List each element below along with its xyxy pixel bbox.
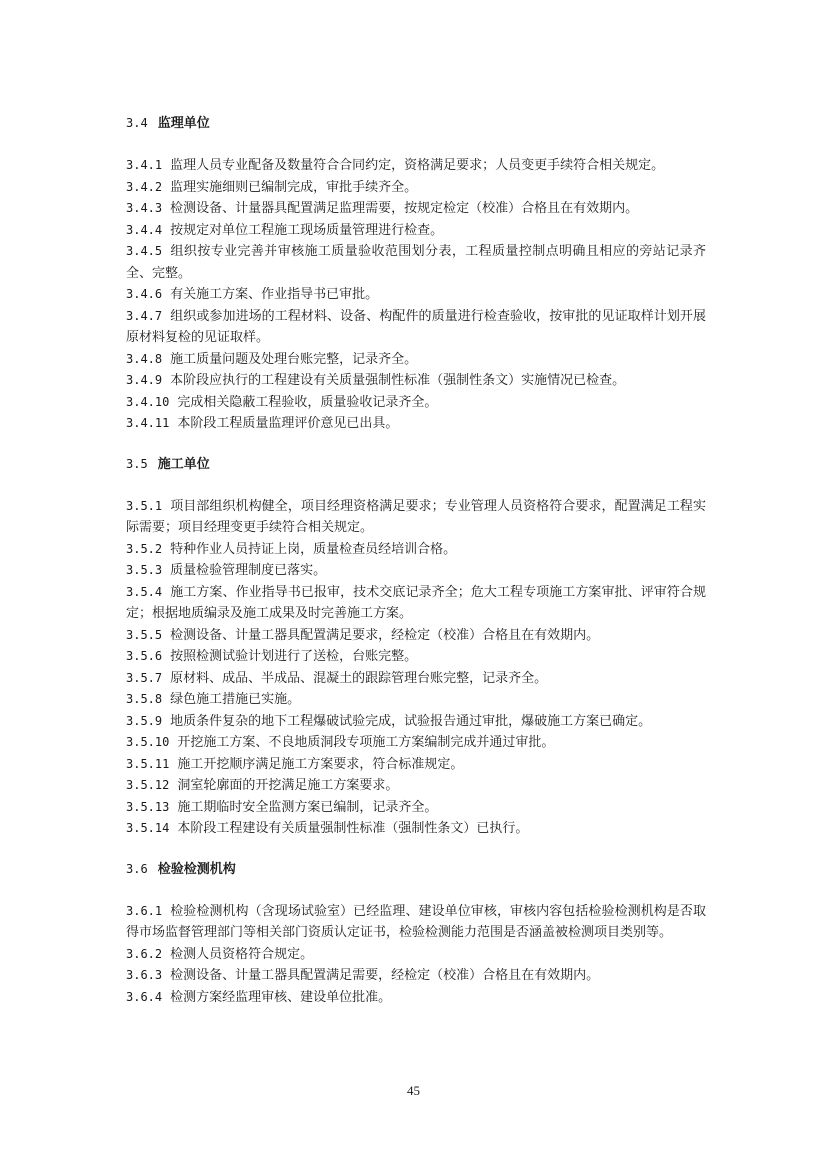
clause-number: 3.4.6 [126,287,163,301]
clause-item [126,220,706,242]
clause-number: 3.6.2 [126,946,163,961]
clause-text: 组织或参加进场的工程材料、设备、构配件的质量进行检查验收，按审批的见证取样计划开展原材料复检的见证取样。 [126,308,706,345]
clause-text: 按照检测试验计划进行了送检，台账完整。 [170,649,418,664]
clause-item [126,560,706,582]
clause-number: 3.5.11 [126,756,170,771]
clause-item [126,901,706,944]
page-number: 45 [407,1083,420,1098]
clause-text: 完成相关隐蔽工程验收，质量验收记录齐全。 [177,394,438,410]
clause-item [126,965,706,987]
clause-number: 3.4.2 [126,179,163,194]
clause-text: 监理实施细则已编制完成，审批手续齐全。 [170,179,418,195]
section-name: 检验检测机构 [157,861,236,877]
clause-text: 本阶段工程建设有关质量强制性标准（强制性条文）已执行。 [177,821,529,836]
clause-number: 3.4.11 [126,416,170,430]
section-title [126,112,706,135]
clause-text: 特种作业人员持证上岗，质量检查员经培训合格。 [170,541,457,557]
clause-item [126,711,706,733]
clause-text: 施工方案、作业指导书已报审，技术交底记录齐全；危大工程专项施工方案审批、评审符合规定；根据地质编录及施工成果及时完善施工方案。 [126,584,706,621]
clause-text: 开挖施工方案、不良地质洞段专项施工方案编制完成并通过审批。 [177,735,555,750]
clause-number: 3.4.7 [126,308,163,323]
section-number: 3.5 [126,456,148,471]
clause-text: 施工开挖顺序满足施工方案要求，符合标准规定。 [177,756,464,772]
section [126,858,706,1009]
clause-text: 质量检验管理制度已落实。 [170,563,327,578]
clause-text: 本阶段应执行的工程建设有关质量强制性标准（强制性条文）实施情况已检查。 [170,373,626,388]
clause-number: 3.4.4 [126,222,163,237]
clause-number: 3.5.13 [126,799,170,814]
clause-item [126,944,706,966]
clause-item [126,155,706,177]
clause-text: 检验检测机构（含现场试验室）已经监理、建设单位审核，审核内容包括检验检测机构是否取得市场监督管理部门等相关部门资质认定证书，检验检测能力范围是否涵盖被检测项目类别等。 [126,903,706,940]
clause-text: 检测设备、计量工器具配置满足需要，经检定（校准）合格且在有效期内。 [170,968,600,983]
clause-number: 3.6.3 [126,968,163,982]
clause-item [126,392,706,414]
clause-item [126,241,706,284]
clause-item [126,306,706,349]
clause-text: 有关施工方案、作业指导书已审批。 [170,287,379,302]
clause-number: 3.5.1 [126,498,163,513]
section-title [126,453,706,476]
clause-number: 3.4.1 [126,158,163,172]
clause-item [126,198,706,220]
clause-text: 组织按专业完善并审核施工质量验收范围划分表，工程质量控制点明确且相应的旁站记录齐全、完整。 [126,244,706,281]
clause-text: 施工期临时安全监测方案已编制，记录齐全。 [177,799,438,815]
clause-number: 3.5.2 [126,541,163,556]
clause-item [126,582,706,625]
clause-item [126,754,706,776]
clause-item [126,349,706,371]
clause-item [126,797,706,819]
clause-item [126,284,706,306]
clause-text: 检测设备、计量器具配置满足监理需要，按规定检定（校准）合格且在有效期内。 [170,201,639,216]
section-name: 施工单位 [157,456,210,472]
clause-text: 检测设备、计量工器具配置满足要求，经检定（校准）合格且在有效期内。 [170,627,600,643]
clause-text: 绿色施工措施已实施。 [170,692,301,707]
clause-item [126,646,706,668]
clause-item [126,775,706,797]
clause-number: 3.4.10 [126,394,170,409]
clause-item [126,987,706,1009]
clause-text: 洞室轮廓面的开挖满足施工方案要求。 [177,778,399,793]
clause-number: 3.5.5 [126,627,163,642]
clause-item [126,177,706,199]
clause-item [126,818,706,840]
clause-item [126,370,706,392]
clause-item [126,732,706,754]
clause-text: 本阶段工程质量监理评价意见已出具。 [177,416,399,431]
clause-text: 按规定对单位工程施工现场质量管理进行检查。 [170,222,444,238]
clause-text: 检测人员资格符合规定。 [170,946,314,962]
clause-number: 3.6.4 [126,989,163,1004]
clause-item [126,625,706,647]
clause-number: 3.5.9 [126,713,163,728]
clause-number: 3.4.3 [126,201,163,215]
clause-text: 项目部组织机构健全，项目经理资格满足要求；专业管理人员资格符合要求，配置满足工程实际需要；项目经理变更手续符合相关规定。 [126,498,706,535]
clause-text: 地质条件复杂的地下工程爆破试验完成，试验报告通过审批，爆破施工方案已确定。 [170,713,652,729]
clause-number: 3.5.12 [126,778,170,792]
clause-number: 3.5.14 [126,821,170,835]
clause-text: 施工质量问题及处理台账完整，记录齐全。 [170,351,418,367]
document-page [126,112,706,1026]
clause-text: 监理人员专业配备及数量符合合同约定，资格满足要求；人员变更手续符合相关规定。 [170,158,665,173]
section [126,112,706,435]
clause-item [126,668,706,690]
clause-number: 3.4.9 [126,373,163,387]
clause-item [126,689,706,711]
clause-number: 3.5.10 [126,735,170,749]
clause-item [126,539,706,561]
clause-number: 3.4.5 [126,244,163,258]
clause-number: 3.5.7 [126,670,163,685]
clause-number: 3.5.6 [126,649,163,663]
clause-text: 检测方案经监理审核、建设单位批准。 [170,989,392,1005]
clause-text: 原材料、成品、半成品、混凝土的跟踪管理台账完整，记录齐全。 [170,670,548,686]
clause-number: 3.5.8 [126,692,163,706]
section [126,453,706,840]
section-title [126,858,706,881]
clause-item [126,413,706,435]
clause-item [126,496,706,539]
clause-number: 3.5.3 [126,563,163,577]
section-name: 监理单位 [157,116,210,131]
section-number: 3.6 [126,861,148,876]
clause-number: 3.5.4 [126,584,163,599]
clause-number: 3.4.8 [126,351,163,366]
section-number: 3.4 [126,116,148,130]
clause-number: 3.6.1 [126,903,163,918]
